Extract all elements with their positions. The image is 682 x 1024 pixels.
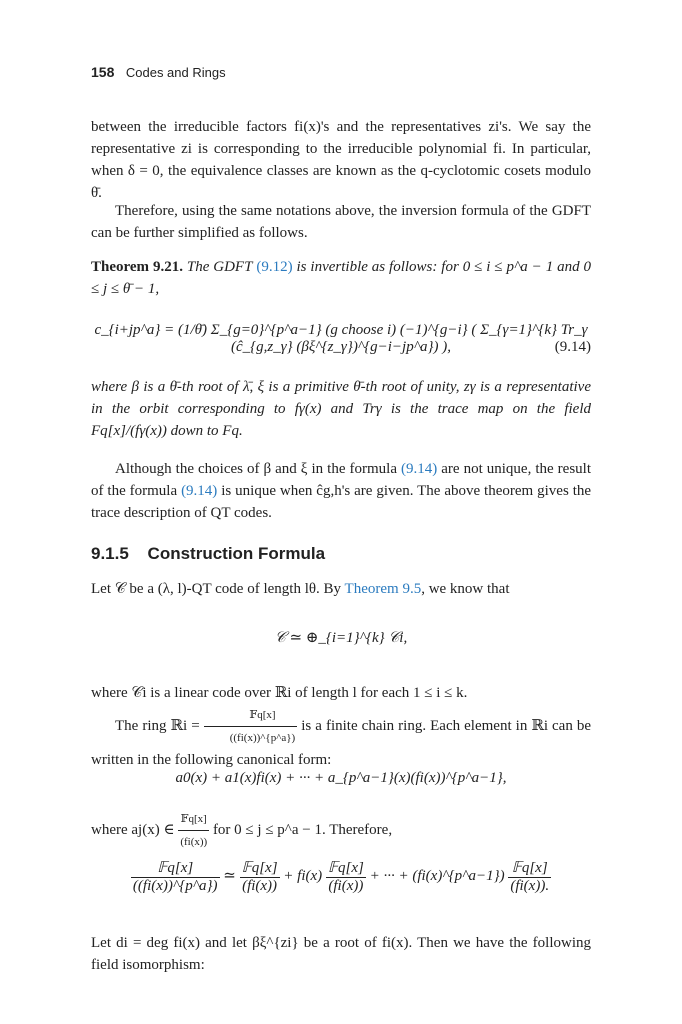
iso-term-1: $\frac{\text{𝔽q[x]}}{(fi(x))}$: [241, 860, 278, 894]
equation-canonical-form: a0(x) + a1(x)fi(x) + ··· + a_{p^a−1}(x)(fi(x))^{p^a−1},: [175, 770, 507, 786]
equation-link-9-12[interactable]: (9.12): [256, 259, 293, 275]
equation-decomposition: 𝒞 ≃ ⊕_{i=1}^{k} 𝒞i,: [274, 630, 408, 646]
paragraph-1: between the irreducible factors fi(x)'s and the representatives zi's. We say the representative zi is corresponding to the irreducible polynomial fi. In particular, when δ = 0, the equivalence classes are known as the q-cyclotomic cosets modulo θ̄.: [91, 119, 591, 201]
ring-fraction: $\frac{\text{𝔽q[x]}}{((fi(x))\^{}\{p\^{}a\})}$: [204, 704, 297, 749]
paragraph-6: The ring ℝi = $\frac{\text{𝔽q[x]}}{((fi(x))\^{}\{p\^{}a\})}$ is a finite chain ring. Each element in ℝi can be written in the following canonical form:: [91, 704, 591, 771]
theorem-link-9-5[interactable]: Theorem 9.5: [344, 581, 422, 597]
theorem-9-21: [91, 256, 591, 300]
section-heading: [91, 544, 325, 564]
equation-link-9-14[interactable]: (9.14): [401, 461, 438, 477]
paragraph-7: where aj(x) ∈ $\frac{\text{𝔽q[x]}}{(fi(x))}$ for 0 ≤ j ≤ p^a − 1. Therefore,: [91, 808, 591, 853]
equation-number: (9.14): [554, 339, 591, 355]
theorem-tail: where β is a θ̄-th root of λ̄, ξ is a primitive θ̄-th root of unity, zγ is a representative in the orbit corresponding to fγ(x) and Trγ is the trace map on the field Fq[x]/(fγ(x)) down to Fq.: [91, 379, 591, 439]
coefficient-fraction: $\frac{\text{𝔽q[x]}}{(fi(x))}$: [178, 808, 209, 853]
page-number: 158: [91, 64, 115, 80]
section-number: 9.1.5: [91, 544, 129, 563]
theorem-text-a: The GDFT: [186, 259, 253, 275]
paragraph-2: Therefore, using the same notations above, the inversion formula of the GDFT can be further simplified as follows.: [91, 203, 591, 241]
theorem-text-b: is invertible as follows: for 0 ≤ i ≤ p^a − 1 and 0 ≤ j ≤ θ̄ − 1,: [91, 259, 592, 297]
iso-lhs: $\frac{\text{𝔽q[x]}}{((fi(x))\^{}\{p\^{}a\})}$: [132, 860, 218, 894]
paragraph-5: where 𝒞i is a linear code over ℝi of length l for each 1 ≤ i ≤ k.: [91, 685, 468, 701]
paragraph-3: Although the choices of β and ξ in the formula (9.14) are not unique, the result of the formula (9.14) is unique when ĉg,h's are given. The above theorem gives the trace description of QT codes.: [91, 461, 592, 521]
equation-isomorphism: $\frac{\text{𝔽q[x]}}{((fi(x))\^{}\{p\^{}a\})}$ ≃ $\frac{\text{𝔽q[x]}}{(fi(x))}$ + fi(x) $\frac{\text{𝔽q[x]}}{(fi(x))}$ + ··· + (fi(x)^{p^a−1}) $\frac{\text{𝔽q[x]}}{(fi(x)).}$: [132, 860, 550, 894]
equation-9-14: [91, 322, 591, 356]
theorem-label: Theorem 9.21.: [91, 259, 183, 275]
running-title: Codes and Rings: [125, 65, 226, 80]
iso-term-3: $\frac{\text{𝔽q[x]}}{(fi(x)).}$: [510, 860, 550, 894]
iso-term-2: $\frac{\text{𝔽q[x]}}{(fi(x))}$: [327, 860, 364, 894]
page-header: [91, 64, 226, 82]
equation-link-9-14-second[interactable]: (9.14): [181, 483, 218, 499]
paragraph-8: Let di = deg fi(x) and let βξ^{zi} be a root of fi(x). Then we have the following field isomorphism:: [91, 935, 591, 973]
eq-9-14-body: (1/θ̄) Σ_{g=0}^{p^a−1} (g choose i) (−1)^{g−i} ( Σ_{γ=1}^{k} Tr_γ (ĉ_{g,z_γ} (βξ^{z_γ})^{g−i−jp^a}) ),: [178, 322, 588, 355]
section-title: Construction Formula: [147, 544, 326, 563]
eq-9-14-lhs: c_{i+jp^a} =: [94, 322, 175, 338]
paragraph-4: Let 𝒞 be a (λ, l)-QT code of length lθ. By Theorem 9.5, we know that: [91, 581, 510, 597]
